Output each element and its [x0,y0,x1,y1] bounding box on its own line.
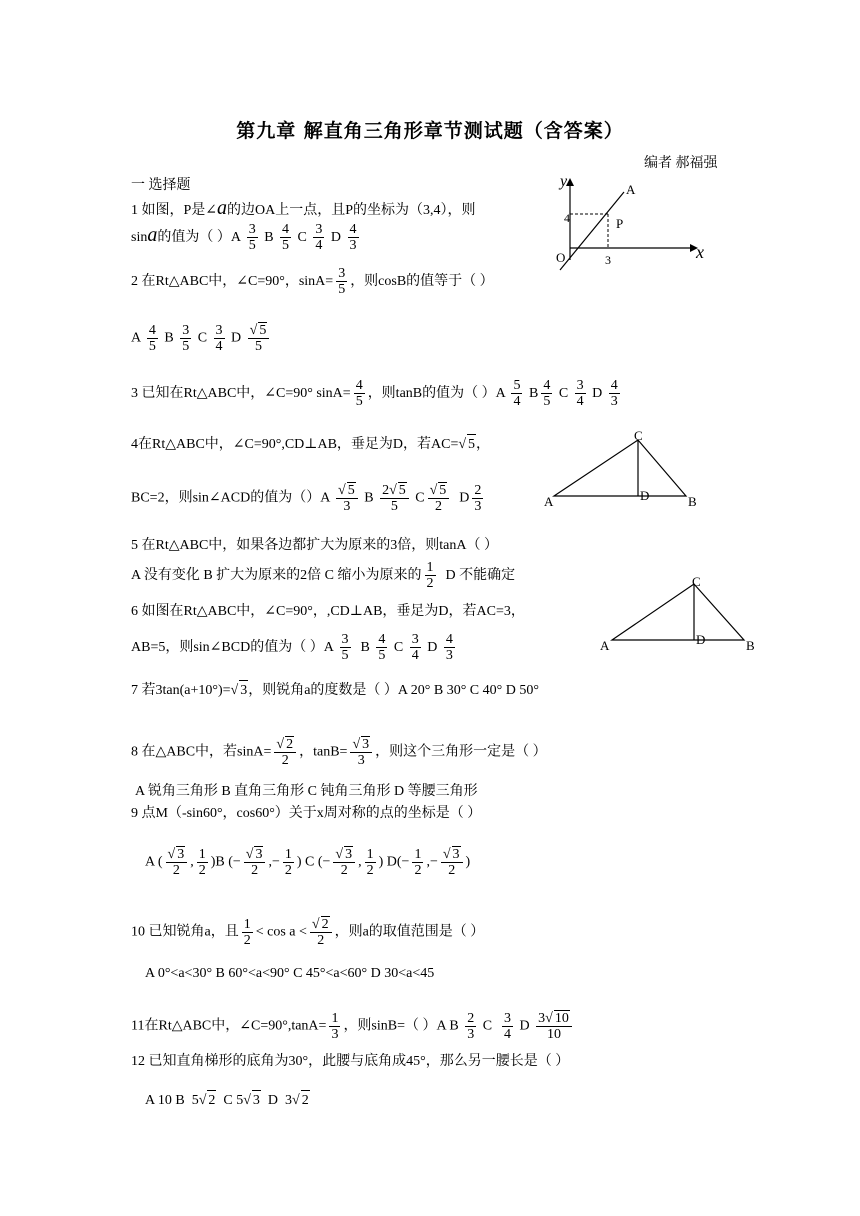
question-12-options: A 10 B 5√ 2 C 5√ 3 D 3√ 2 [145,1090,310,1111]
fig1-label-a: A [626,182,636,197]
author: 编者 郝福强 [644,156,718,171]
fig1-x-label: x [696,242,704,262]
question-2-stem: 2 在Rt△ABC中，∠C=90°，sinA= $\frac{3}{5}$ ，则cosB的值等于（ ） [131,266,494,298]
fig1-label-p: P [616,216,624,231]
question-9-options: A ( $\frac{√ 3}{2}$ , $\frac{1}{2}$ )B (− $\frac{√ 3}{2}$ ,− $\frac{1}{2}$ ) C (− $\frac{√ 3}{2}$ , $\frac{1}{2}$ ) D(− $\frac{1}{2}$ ,− $\frac{√ 3}{2}$ ) [145,846,471,879]
fig1-tick-3: 3 [605,253,611,267]
figure-coordinate-plane [540,172,720,272]
fig3-label-d: D [696,632,706,647]
section-heading: 一 选择题 [131,178,191,193]
question-6-options: AB=5，则sin∠BCD的值为（ ）A $\frac{3}{5}$ B $\frac{4}{5}$ C $\frac{3}{4}$ D $\frac{4}{3}$ [131,632,453,664]
fig1-tick-4: 4 [564,211,570,225]
question-5-options: A 没有变化 B 扩大为原来的2倍 C 缩小为原来的 $\frac{1}{2}$ D 不能确定 [131,560,516,592]
page-title: 第九章 解直角三角形章节测试题（含答案） [236,120,624,142]
fig2-label-b: B [688,494,697,509]
fig3-label-b: B [746,638,755,653]
question-6-stem: 6 如图在Rt△ABC中，∠C=90°，,CD⊥AB，垂足为D，若AC=3， [131,604,525,619]
question-4-options: BC=2，则sin∠ACD的值为（）A $\frac{√ 5}{3}$ B $\frac{2√ 5}{5}$ C $\frac{√ 5}{2}$ D $\frac{2}{3}$ [131,482,482,515]
question-10-stem: 10 已知锐角a，且 $\frac{1}{2}$ < cos a < $\frac{√ 2}{2}$ ，则a的取值范围是（ ） [131,916,485,949]
question-4-stem: 4在Rt△ABC中，∠C=90°,CD⊥AB，垂足为D，若AC=√ 5， [131,434,490,455]
question-11: 11在Rt△ABC中，∠C=90°,tanA= $\frac{1}{3}$ ，则sinB=（ ）A B $\frac{2}{3}$ C $\frac{3}{4}$ D $\frac{3√ 10}{10}$ [131,1010,575,1043]
question-7: 7 若3tan(a+10°)=√ 3，则锐角a的度数是（ ）A 20° B 30° C 40° D 50° [131,680,539,701]
fig3-label-a: A [600,638,610,653]
question-8-options: A 锐角三角形 B 直角三角形 C 钝角三角形 D 等腰三角形 [135,784,478,799]
fig2-label-d: D [640,488,650,503]
fig1-y-label: y [560,173,568,190]
figure-triangle-q6 [596,570,766,656]
question-8-stem: 8 在△ABC中，若sinA= $\frac{√ 2}{2}$ ，tanB= $\frac{√ 3}{3}$ ，则这个三角形一定是（ ） [131,737,547,769]
fig1-label-o: O [556,250,566,265]
question-1-line1: 1 如图，P是∠a的边OA上一点，且P的坐标为（3,4），则 [131,197,476,219]
question-12-stem: 12 已知直角梯形的底角为30°，此腰与底角成45°，那么另一腰长是（ ） [131,1054,570,1069]
figure-triangle-q4 [540,430,710,512]
question-3: 3 已知在Rt△ABC中，∠C=90° sinA= $\frac{4}{5}$ ，则tanB的值为（ ）A $\frac{5}{4}$ B $\frac{4}{5}$ C $\frac{3}{4}$ D $\frac{4}{3}$ [131,378,618,410]
question-9-stem: 9 点M（-sin60°，cos60°）关于x周对称的点的坐标是（ ） [131,806,482,821]
question-10-options: A 0°<a<30° B 60°<a<90° C 45°<a<60° D 30<a<45 [145,966,435,981]
question-5-stem: 5 在Rt△ABC中，如果各边都扩大为原来的3倍，则tanA（ ） [131,538,498,553]
question-2-options: A $\frac{4}{5}$ B $\frac{3}{5}$ C $\frac{3}{4}$ D $\frac{√ 5}{5}$ [131,322,272,355]
fig2-label-c: C [634,430,643,443]
fig2-label-a: A [544,494,554,509]
fig3-label-c: C [692,574,701,589]
question-1-line2: sina的值为（ ）A $\frac{3}{5}$ B $\frac{4}{5}$ C $\frac{3}{4}$ D $\frac{4}{3}$ [131,222,357,254]
